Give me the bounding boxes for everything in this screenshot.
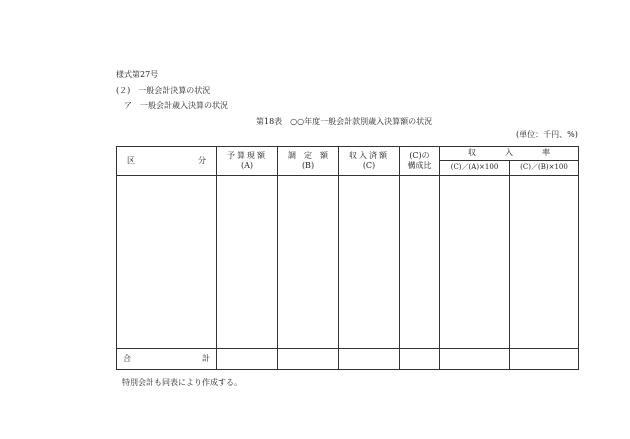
section-heading: (２) 一般会計決算の状況	[116, 86, 211, 95]
total-collected	[339, 349, 400, 370]
body-cell-ratio	[400, 176, 440, 349]
header-budget: 予算現額 (A)	[217, 147, 278, 176]
body-cell-budget	[217, 176, 278, 349]
total-budget	[217, 349, 278, 370]
header-rate-b: (C)／(B)×100	[510, 161, 579, 176]
body-cell-assessed	[278, 176, 339, 349]
header-assessed: 調 定 額 (B)	[278, 147, 339, 176]
total-rate-a	[440, 349, 510, 370]
body-cell-rate-b	[510, 176, 579, 349]
total-label: 合 計	[117, 349, 217, 370]
revenue-table	[116, 146, 579, 370]
body-cell-category	[117, 176, 217, 349]
body-cell-collected	[339, 176, 400, 349]
total-ratio	[400, 349, 440, 370]
total-assessed	[278, 349, 339, 370]
body-cell-rate-a	[440, 176, 510, 349]
form-label: 様式第27号	[116, 70, 159, 79]
sub-heading: ア 一般会計歳入決算の状況	[124, 101, 228, 110]
table-title: 第18表 ○○年度一般会計款別歳入決算額の状況	[256, 117, 433, 126]
header-composition-ratio: (C)の 構成比	[400, 147, 440, 176]
unit-note: (単位：千円、%)	[516, 130, 578, 139]
header-category: 区 分	[117, 147, 217, 176]
header-collected: 収入済額 (C)	[339, 147, 400, 176]
header-rate-a: (C)／(A)×100	[440, 161, 510, 176]
total-rate-b	[510, 349, 579, 370]
header-collection-rate: 収 入 率	[440, 147, 579, 161]
footer-note: 特別会計も同表により作成する。	[122, 378, 242, 387]
